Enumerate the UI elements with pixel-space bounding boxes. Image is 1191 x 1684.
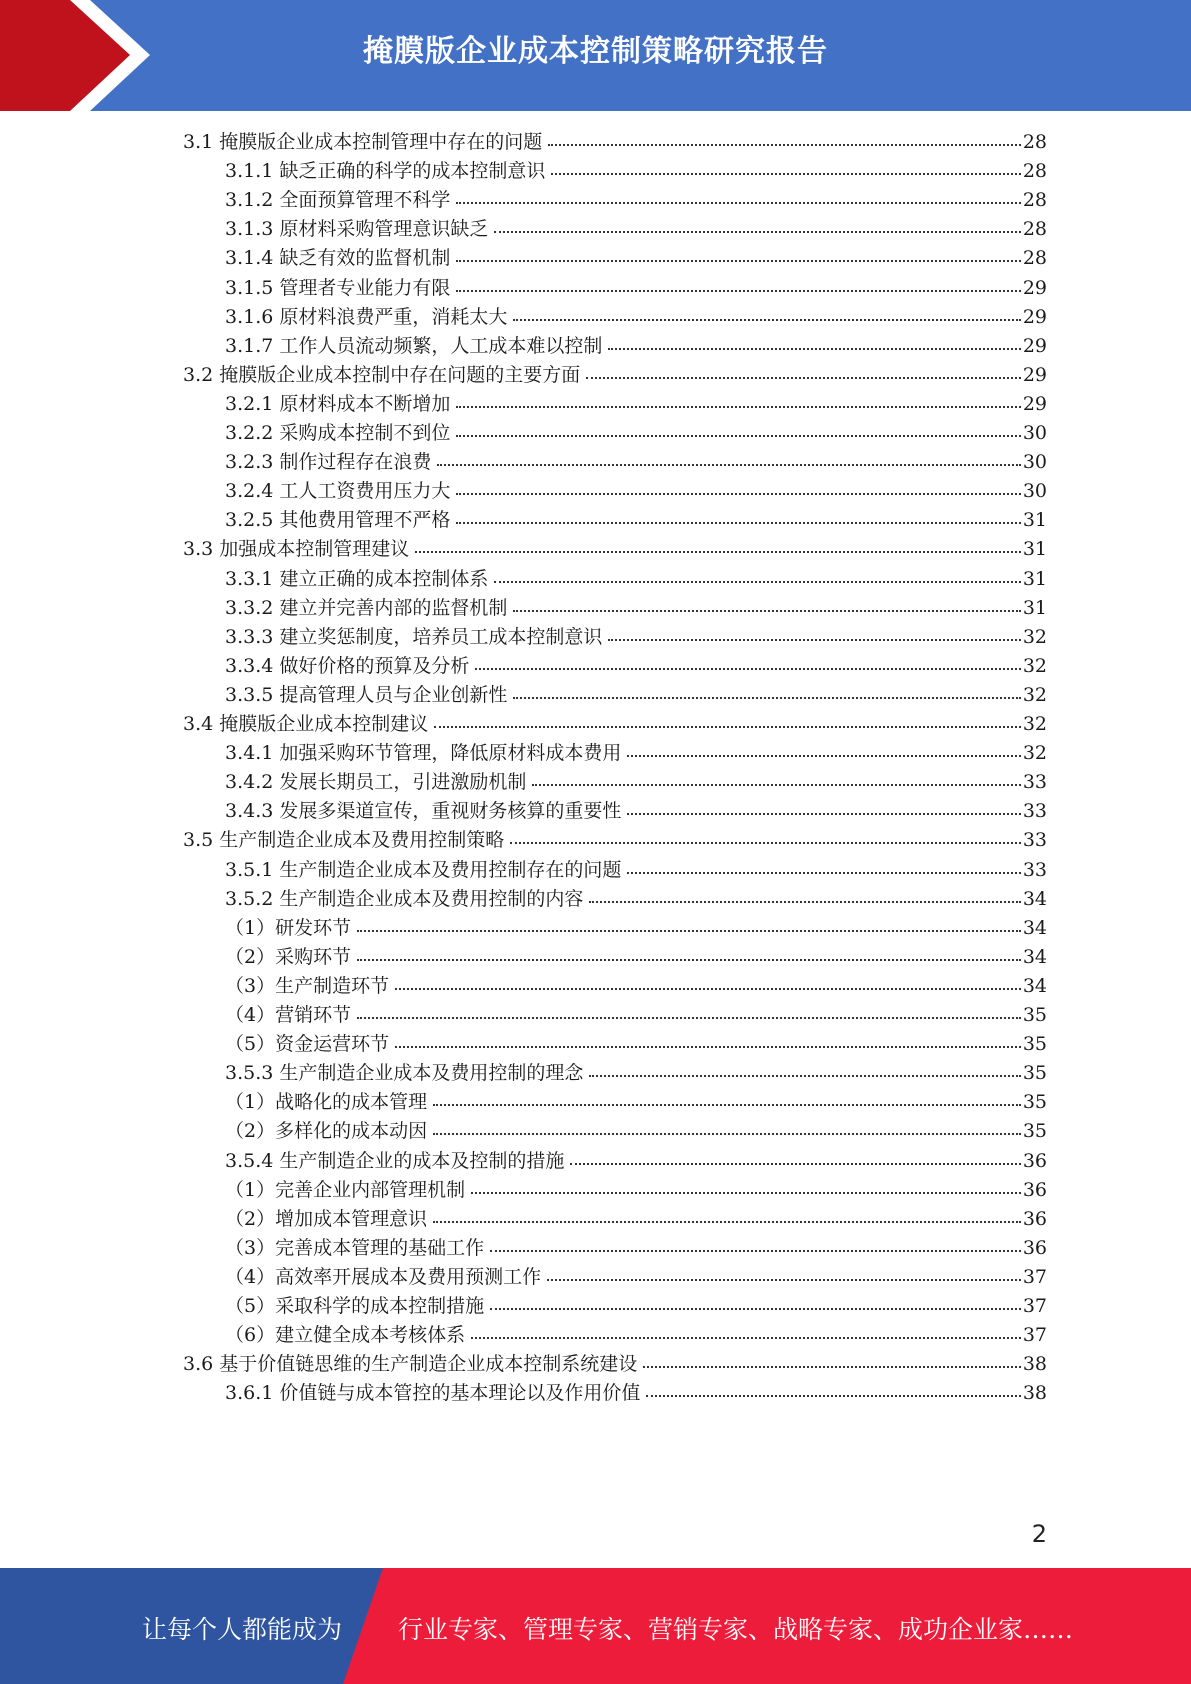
toc-entry[interactable] — [225, 1233, 1047, 1264]
toc-entry[interactable] — [225, 884, 1047, 915]
toc-dot-leader — [513, 319, 1020, 321]
toc-dot-leader — [494, 231, 1020, 233]
toc-entry-title: 3.3.5 提高管理人员与企业创新性 — [225, 683, 508, 706]
toc-entry-title: 3.2.2 采购成本控制不到位 — [225, 422, 451, 444]
toc-entry-title: （1）完善企业内部管理机制 — [225, 1178, 466, 1201]
toc-dot-leader — [548, 144, 1021, 146]
toc-entry-page: 29 — [1022, 363, 1047, 386]
toc-entry-page: 33 — [1022, 771, 1047, 794]
toc-dot-leader — [551, 173, 1020, 175]
toc-entry-page: 35 — [1022, 1062, 1047, 1085]
toc-entry[interactable] — [225, 1116, 1047, 1147]
toc-entry-title: 3.5.4 生产制造企业的成本及控制的措施 — [225, 1149, 565, 1172]
toc-dot-leader — [513, 610, 1020, 612]
toc-entry-title: （3）生产制造环节 — [225, 974, 390, 997]
toc-dot-leader — [570, 1163, 1020, 1165]
toc-entry[interactable] — [225, 331, 1047, 362]
footer-slogan-left: 让每个人都能成为 — [142, 1615, 343, 1644]
toc-entry-title: （1）研发环节 — [225, 916, 352, 939]
toc-dot-leader — [395, 1046, 1021, 1048]
toc-entry-page: 34 — [1022, 945, 1047, 968]
footer-slogan-right: 行业专家、管理专家、营销专家、战略专家、成功企业家…… — [398, 1615, 1074, 1644]
toc-entry-page: 31 — [1022, 596, 1047, 619]
toc-entry[interactable] — [225, 273, 1047, 304]
toc-entry-title: 3.2 掩膜版企业成本控制中存在问题的主要方面 — [183, 363, 581, 386]
toc-entry-title: 3.1.3 原材料采购管理意识缺乏 — [225, 218, 489, 241]
toc-entry-page: 29 — [1022, 392, 1047, 415]
toc-dot-leader — [357, 930, 1021, 932]
toc-dot-leader — [513, 697, 1020, 699]
toc-dot-leader — [589, 1075, 1020, 1077]
toc-dot-leader — [456, 202, 1020, 204]
toc-entry-title: （1）战略化的成本管理 — [225, 1091, 428, 1114]
toc-entry[interactable] — [225, 389, 1047, 420]
toc-entry-page: 32 — [1022, 742, 1047, 765]
toc-entry-title: （2）增加成本管理意识 — [225, 1207, 428, 1230]
toc-entry-page: 28 — [1022, 189, 1047, 212]
toc-dot-leader — [547, 1279, 1021, 1281]
toc-entry-page: 35 — [1022, 1004, 1047, 1026]
toc-entry-page: 32 — [1022, 654, 1047, 677]
toc-entry[interactable] — [225, 505, 1047, 536]
toc-dot-leader — [586, 377, 1021, 379]
toc-entry[interactable] — [225, 185, 1047, 216]
toc-entry-page: 34 — [1022, 974, 1047, 997]
toc-entry-title: 3.4.2 发展长期员工，引进激励机制 — [225, 771, 527, 794]
toc-entry[interactable] — [225, 302, 1047, 333]
toc-entry-title: 3.1.5 管理者专业能力有限 — [225, 276, 451, 299]
toc-entry-page: 35 — [1022, 1091, 1047, 1114]
toc-dot-leader — [434, 726, 1021, 728]
toc-entry-title: 3.1.4 缺乏有效的监督机制 — [225, 247, 451, 270]
toc-dot-leader — [433, 1133, 1021, 1135]
toc-entry-page: 31 — [1022, 509, 1047, 532]
toc-dot-leader — [643, 1366, 1021, 1368]
toc-entry-title: 3.4.3 发展多渠道宣传，重视财务核算的重要性 — [225, 800, 622, 823]
toc-dot-leader — [456, 260, 1020, 262]
toc-entry-title: 3.3.4 做好价格的预算及分析 — [225, 654, 470, 677]
toc-dot-leader — [471, 1192, 1021, 1194]
toc-entry-page: 31 — [1022, 567, 1047, 590]
toc-entry-title: 3.3.3 建立奖惩制度，培养员工成本控制意识 — [225, 625, 603, 648]
toc-entry-title: （4）高效率开展成本及费用预测工作 — [225, 1265, 542, 1288]
toc-dot-leader — [357, 1017, 1021, 1019]
toc-entry[interactable] — [225, 1175, 1047, 1206]
toc-entry-page: 30 — [1022, 480, 1047, 503]
toc-entry-title: 3.5.1 生产制造企业成本及费用控制存在的问题 — [225, 858, 622, 881]
toc-dot-leader — [532, 784, 1020, 786]
toc-entry-title: 3.3.2 建立并完善内部的监督机制 — [225, 596, 508, 619]
toc-entry[interactable] — [183, 1349, 1047, 1380]
toc-dot-leader — [456, 493, 1020, 495]
toc-entry-page: 37 — [1022, 1324, 1047, 1347]
toc-entry[interactable] — [225, 1058, 1047, 1089]
toc-entry-page: 30 — [1022, 451, 1047, 474]
toc-entry[interactable] — [225, 1291, 1047, 1322]
toc-entry-page: 32 — [1022, 625, 1047, 648]
toc-entry-title: 3.1.7 工作人员流动频繁，人工成本难以控制 — [225, 334, 603, 357]
toc-entry-page: 36 — [1022, 1149, 1047, 1172]
toc-dot-leader — [490, 1250, 1021, 1252]
toc-entry[interactable] — [225, 796, 1047, 827]
toc-entry[interactable] — [225, 214, 1047, 245]
page-number: 2 — [1031, 1520, 1047, 1548]
toc-entry[interactable] — [225, 1262, 1047, 1293]
toc-dot-leader — [627, 872, 1020, 874]
toc-entry-page: 37 — [1022, 1265, 1047, 1288]
toc-entry-title: 3.6 基于价值链思维的生产制造企业成本控制系统建设 — [183, 1353, 638, 1376]
toc-entry-title: 3.1.2 全面预算管理不科学 — [225, 189, 451, 212]
toc-entry-page: 28 — [1022, 218, 1047, 241]
toc-entry-page: 31 — [1022, 538, 1047, 561]
toc-entry-title: 3.3 加强成本控制管理建议 — [183, 538, 410, 561]
toc-entry-page: 36 — [1022, 1207, 1047, 1230]
toc-entry-page: 32 — [1022, 713, 1047, 735]
toc-entry-page: 30 — [1022, 422, 1047, 444]
toc-dot-leader — [494, 581, 1020, 583]
toc-dot-leader — [627, 755, 1020, 757]
toc-entry[interactable] — [225, 855, 1047, 886]
toc-entry-page: 35 — [1022, 1033, 1047, 1056]
toc-entry-page: 29 — [1022, 276, 1047, 299]
toc-dot-leader — [627, 813, 1020, 815]
toc-entry-title: （2）多样化的成本动因 — [225, 1120, 428, 1143]
toc-entry-title: （4）营销环节 — [225, 1004, 352, 1026]
toc-entry-title: 3.1 掩膜版企业成本控制管理中存在的问题 — [183, 131, 543, 153]
toc-entry-title: 3.2.4 工人工资费用压力大 — [225, 480, 451, 503]
toc-dot-leader — [608, 639, 1020, 641]
toc-entry[interactable] — [225, 1378, 1047, 1409]
toc-entry[interactable] — [225, 913, 1047, 944]
toc-entry[interactable] — [225, 1146, 1047, 1177]
toc-entry[interactable] — [225, 418, 1047, 449]
toc-dot-leader — [456, 522, 1020, 524]
toc-entry[interactable] — [225, 1029, 1047, 1060]
toc-dot-leader — [415, 551, 1021, 553]
toc-entry-page: 28 — [1022, 131, 1047, 153]
toc-entry-page: 37 — [1022, 1295, 1047, 1317]
toc-entry-title: 3.4 掩膜版企业成本控制建议 — [183, 713, 429, 735]
toc-entry-page: 36 — [1022, 1178, 1047, 1201]
toc-entry-title: （5）资金运营环节 — [225, 1033, 390, 1056]
toc-entry-page: 35 — [1022, 1120, 1047, 1143]
toc-entry[interactable] — [225, 476, 1047, 507]
toc-entry[interactable] — [225, 1087, 1047, 1118]
toc-dot-leader — [456, 406, 1020, 408]
toc-dot-leader — [437, 464, 1020, 466]
toc-entry[interactable] — [225, 1204, 1047, 1235]
toc-entry-title: 3.1.6 原材料浪费严重，消耗太大 — [225, 305, 508, 328]
toc-entry-page: 33 — [1022, 800, 1047, 823]
toc-dot-leader — [589, 901, 1020, 903]
toc-entry-title: 3.2.3 制作过程存在浪费 — [225, 451, 432, 474]
toc-entry-title: 3.3.1 建立正确的成本控制体系 — [225, 567, 489, 590]
toc-dot-leader — [456, 435, 1020, 437]
toc-dot-leader — [608, 348, 1020, 350]
document-title: 掩膜版企业成本控制策略研究报告 — [363, 34, 828, 69]
toc-entry-title: 3.5.2 生产制造企业成本及费用控制的内容 — [225, 887, 584, 910]
toc-entry[interactable] — [225, 243, 1047, 274]
toc-entry-title: 3.2.5 其他费用管理不严格 — [225, 509, 451, 532]
toc-entry[interactable] — [225, 651, 1047, 682]
toc-entry-page: 38 — [1022, 1382, 1047, 1405]
toc-entry-page: 28 — [1022, 247, 1047, 270]
toc-entry-page: 34 — [1022, 916, 1047, 939]
toc-entry-page: 33 — [1022, 829, 1047, 852]
toc-entry[interactable] — [225, 447, 1047, 478]
toc-dot-leader — [357, 959, 1021, 961]
toc-dot-leader — [433, 1104, 1021, 1106]
toc-entry[interactable] — [225, 767, 1047, 798]
toc-entry[interactable] — [225, 1320, 1047, 1351]
toc-entry[interactable] — [225, 593, 1047, 624]
toc-entry-title: 3.6.1 价值链与成本管控的基本理论以及作用价值 — [225, 1382, 641, 1405]
toc-entry-page: 34 — [1022, 887, 1047, 910]
toc-entry-page: 38 — [1022, 1353, 1047, 1376]
toc-dot-leader — [646, 1395, 1020, 1397]
toc-entry[interactable] — [225, 738, 1047, 769]
toc-entry-page: 36 — [1022, 1236, 1047, 1259]
toc-entry-page: 28 — [1022, 160, 1047, 183]
toc-dot-leader — [456, 290, 1020, 292]
toc-dot-leader — [433, 1221, 1021, 1223]
toc-entry-title: （6）建立健全成本考核体系 — [225, 1324, 466, 1347]
toc-entry-page: 29 — [1022, 305, 1047, 328]
toc-entry-page: 32 — [1022, 683, 1047, 706]
toc-dot-leader — [475, 668, 1020, 670]
toc-entry-title: 3.5.3 生产制造企业成本及费用控制的理念 — [225, 1062, 584, 1085]
toc-entry[interactable] — [225, 622, 1047, 653]
toc-entry-page: 33 — [1022, 858, 1047, 881]
toc-dot-leader — [490, 1308, 1021, 1310]
toc-entry[interactable] — [225, 1000, 1047, 1031]
toc-entry[interactable] — [183, 127, 1047, 158]
toc-entry[interactable] — [225, 156, 1047, 187]
toc-entry-title: （2）采购环节 — [225, 945, 352, 968]
toc-entry-title: 3.2.1 原材料成本不断增加 — [225, 392, 451, 415]
toc-entry-title: 3.1.1 缺乏正确的科学的成本控制意识 — [225, 160, 546, 183]
toc-entry[interactable] — [225, 942, 1047, 973]
toc-entry[interactable] — [183, 534, 1047, 565]
toc-entry-title: 3.4.1 加强采购环节管理，降低原材料成本费用 — [225, 742, 622, 765]
toc-entry-title: 3.5 生产制造企业成本及费用控制策略 — [183, 829, 505, 852]
toc-entry[interactable] — [183, 825, 1047, 856]
toc-dot-leader — [471, 1337, 1021, 1339]
toc-entry-title: （5）采取科学的成本控制措施 — [225, 1295, 485, 1317]
toc-entry[interactable] — [183, 360, 1047, 391]
toc-entry[interactable] — [183, 709, 1047, 740]
page-footer — [0, 1568, 1191, 1684]
toc-entry[interactable] — [225, 680, 1047, 711]
toc-dot-leader — [395, 988, 1021, 990]
toc-entry-page: 29 — [1022, 334, 1047, 357]
toc-entry-title: （3）完善成本管理的基础工作 — [225, 1236, 485, 1259]
toc-entry[interactable] — [225, 971, 1047, 1002]
page-header — [0, 0, 1191, 111]
toc-dot-leader — [510, 842, 1021, 844]
toc-entry[interactable] — [225, 564, 1047, 595]
